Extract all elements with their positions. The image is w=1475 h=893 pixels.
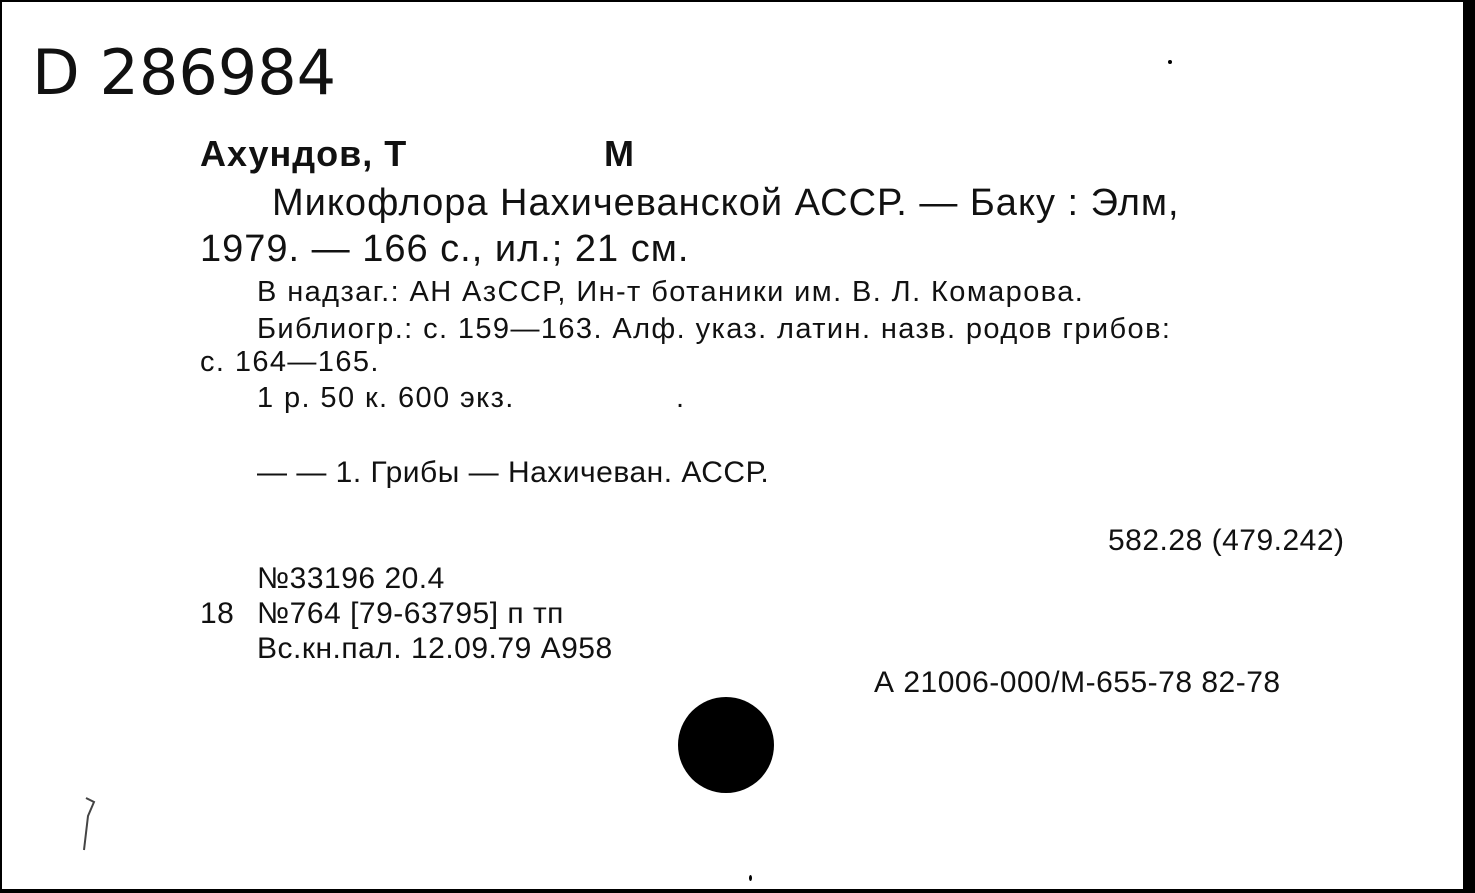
title-line-1: Микофлора Нахичеванской АССР. — Баку : Элм, — [272, 182, 1180, 224]
index-line: А 21006-000/М-655-78 82-78 — [874, 666, 1281, 699]
order-number: №33196 20.4 — [257, 562, 445, 595]
punch-hole — [678, 697, 774, 793]
note-bibliography-line-1: Библиогр.: с. 159—163. Алф. указ. латин. назв. родов грибов: — [257, 313, 1172, 345]
card-frame-edge — [1463, 0, 1475, 893]
udc-classification: 582.28 (479.242) — [1108, 524, 1345, 557]
book-chamber-line: Вс.кн.пал. 12.09.79 А958 — [257, 632, 613, 665]
reference-line: №764 [79-63795] п тп — [257, 597, 564, 630]
author-initial: М — [604, 133, 634, 174]
ink-speck — [749, 875, 752, 881]
title-line-2: 1979. — 166 с., ил.; 21 см. — [200, 228, 690, 270]
note-bibliography-line-2: с. 164—165. — [200, 346, 380, 378]
pencil-mark — [72, 794, 102, 854]
price-mark: . — [676, 382, 686, 414]
sheet-number: 18 — [200, 597, 235, 630]
handwritten-call-number-text: D 286984 — [32, 36, 337, 106]
catalog-card — [2, 2, 1463, 889]
author-name: Ахундов, Т — [200, 133, 408, 174]
handwritten-call-number — [32, 28, 377, 106]
subject-heading: — — 1. Грибы — Нахичеван. АССР. — [257, 456, 770, 489]
note-header: В надзаг.: АН АзССР, Ин-т ботаники им. В. Л. Комарова. — [257, 276, 1085, 308]
ink-speck — [1168, 60, 1172, 64]
price-and-print-run: 1 р. 50 к. 600 экз. — [257, 382, 515, 414]
